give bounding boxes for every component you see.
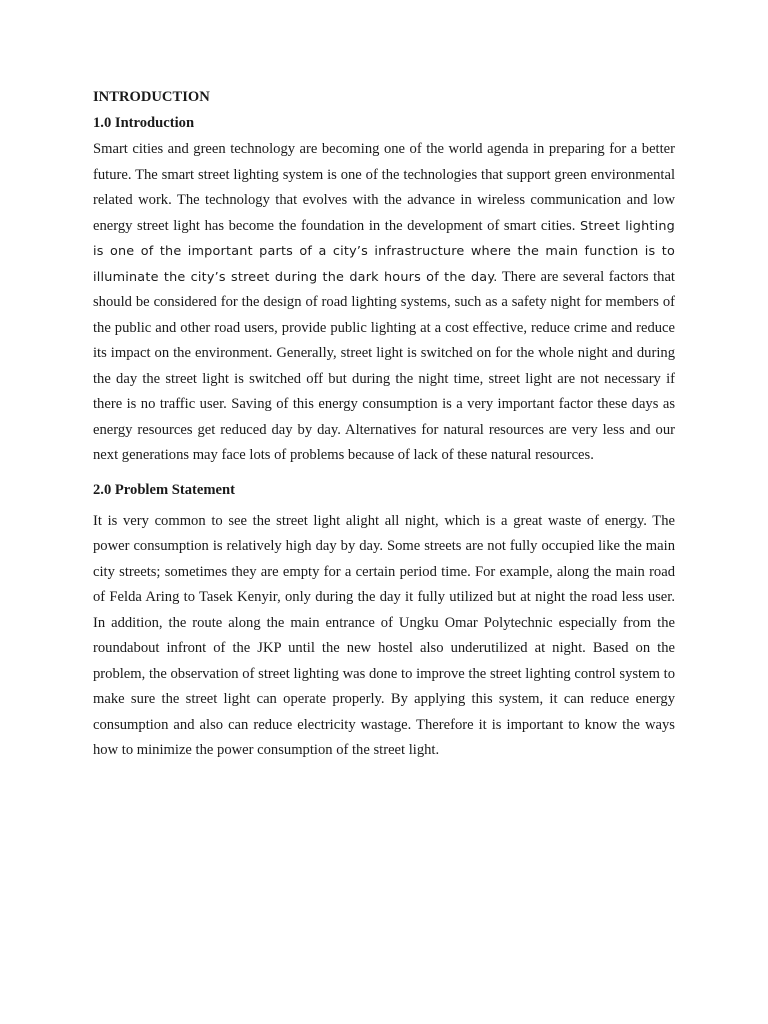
introduction-text-part-2: Street lighting is one of the important parts of a city’s infrastructure where the main function is to illuminate the city’s street during the dark hours of the day.	[93, 218, 675, 285]
problem-statement-paragraph: It is very common to see the street light alight all night, which is a great waste of energy. The power consumption is relatively high day by day. Some streets are not fully occupied like the main city streets; sometimes they are empty for a certain period time. For example, along the main road of Felda Aring to Tasek Kenyir, only during the day it fully utilized but at night the road less user. In addition, the route along the main entrance of Ungku Omar Polytechnic especially from the roundabout infront of the JKP until the new hostel also underutilized at night. Based on the problem, the observation of street lighting was done to improve the street lighting control system to make sure the street light can operate properly. By applying this system, it can reduce energy consumption and also can reduce electricity wastage. Therefore it is important to know the ways how to minimize the power consumption of the street light.	[93, 512, 675, 758]
introduction-paragraph	[93, 137, 675, 469]
document-title: INTRODUCTION	[93, 89, 210, 105]
section-heading-introduction: 1.0 Introduction	[93, 115, 195, 131]
section-heading-problem-statement: 2.0 Problem Statement	[93, 481, 235, 498]
introduction-text-part-3: There are several factors that should be considered for the design of road lighting systems, such as a safety night for members of the public and other road users, provide public lighting at a cost effective, reduce crime and reduce its impact on the environment. Generally, street light is switched on for the whole night and during the day the street light is switched off but during the night time, street light are not necessary if there is no traffic user. Saving of this energy consumption is a very important factor these days as energy resources get reduced day by day. Alternatives for natural resources are very less and our next generations may face lots of problems because of lack of these natural resources.	[93, 268, 675, 463]
introduction-text-part-1: Smart cities and green technology are becoming one of the world agenda in preparing for a better future. The smart street lighting system is one of the technologies that support green environmental related work. The technology that evolves with the advance in wireless communication and low energy street light has become the foundation in the development of smart cities.	[93, 141, 675, 234]
document-page	[93, 86, 675, 764]
